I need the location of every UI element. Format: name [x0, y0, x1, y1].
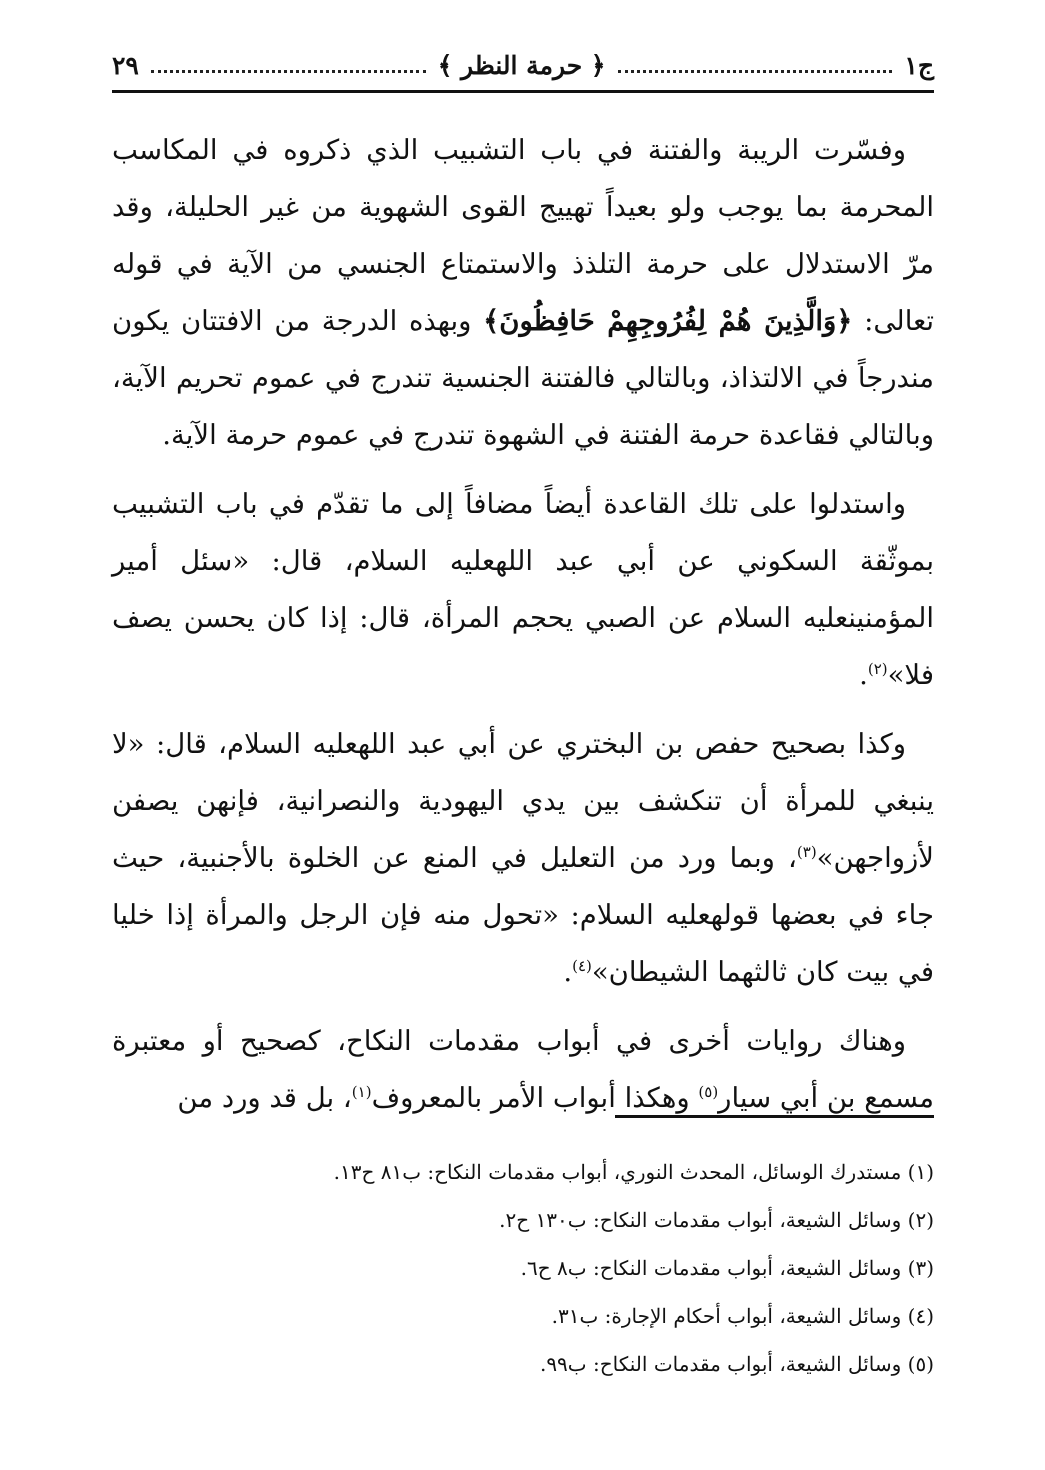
paragraph-2-end: .	[859, 659, 868, 691]
main-text	[112, 122, 934, 1139]
footnote-ref-1[interactable]: (١)	[351, 1082, 372, 1101]
paragraph-4	[112, 1013, 934, 1127]
paragraph-4-middle: وهكذا أبواب الأمر بالمعروف	[371, 1082, 699, 1114]
paragraph-1-text: وفسّرت الريبة والفتنة في باب التشبيب الذي ذكروه في المكاسب المحرمة بما يوجب ولو بعيداً تهييج القوى الشهوية من غير الحليلة، وقد مرّ الاستدلال على حرمة التلذذ والاستمتاع الجنسي من الآية في قوله تعالى:	[112, 134, 934, 337]
footnotes	[112, 1148, 934, 1388]
footnote-ref-5[interactable]: (٥)	[698, 1082, 719, 1101]
header-dots-right	[618, 70, 893, 73]
header-rule	[112, 90, 934, 93]
footnote-separator	[615, 1115, 934, 1118]
footnote-ref-4[interactable]: (٤)	[572, 956, 592, 975]
paragraph-3	[112, 716, 934, 1001]
page-number: ٢٩	[111, 50, 139, 80]
volume-label: ج١	[904, 50, 934, 80]
paragraph-2-text: واستدلوا على تلك القاعدة أيضاً مضافاً إلى ما تقدّم في باب التشبيب بموثّقة السكوني عن أبي عبد الله‏عليه السلام، قال: «سئل أمير المؤمنين‏عليه السلام عن الصبي يحجم المرأة، قال: إذا كان يحسن يصف فلا»	[112, 488, 934, 691]
footnote-5: (٥) وسائل الشيعة، أبواب مقدمات النكاح: ب٩٩.	[539, 1352, 934, 1376]
paragraph-3-end: .	[563, 956, 573, 988]
paragraph-4-text: وهناك روايات أخرى في أبواب مقدمات النكاح، كصحيح أو معتبرة مسمع بن أبي سيار	[112, 1025, 934, 1114]
chapter-title: ﴿ حرمة النظر ﴾	[437, 50, 606, 80]
footnote-ref-2[interactable]: (٢)	[867, 659, 888, 678]
paragraph-3-text: وكذا بصحيح حفص بن البختري عن أبي عبد الله‏عليه السلام، قال: «لا ينبغي للمرأة أن تنكشف بين يدي اليهودية والنصرانية، فإنهن يصفن لأزواجهن»	[112, 728, 934, 874]
paragraph-1	[112, 122, 934, 464]
paragraph-4-end: ، بل قد ورد من	[177, 1082, 352, 1114]
paragraph-3-continuation: ، وبما ورد من التعليل في المنع عن الخلوة بالأجنبية، حيث جاء في بعضها قوله‏عليه السلام: «تحول منه فإن الرجل والمرأة إذا خليا في بيت كان ثالثهما الشيطان»	[112, 842, 934, 988]
footnote-4: (٤) وسائل الشيعة، أبواب أحكام الإجارة: ب٣١.	[551, 1304, 934, 1328]
paragraph-2	[112, 476, 934, 704]
footnote-ref-3[interactable]: (٣)	[796, 842, 817, 861]
footnote-3: (٣) وسائل الشيعة، أبواب مقدمات النكاح: ب٨ ح٦.	[520, 1256, 934, 1280]
header-dots-left	[151, 70, 426, 73]
footnote-2: (٢) وسائل الشيعة، أبواب مقدمات النكاح: ب١٣٠ ح٢.	[499, 1208, 934, 1232]
running-header	[112, 40, 934, 90]
footnote-1: (١) مستدرك الوسائل، المحدث النوري، أبواب مقدمات النكاح: ب٨١ ح١٣.	[333, 1160, 934, 1184]
quran-verse: ﴿وَالَّذِينَ هُمْ لِفُرُوجِهِمْ حَافِظُونَ﴾	[483, 305, 853, 337]
paragraph-1-continuation: وبهذه الدرجة من الافتتان يكون مندرجاً في الالتذاذ، وبالتالي فالفتنة الجنسية تندرج في عموم تحريم الآية، وبالتالي فقاعدة حرمة الفتنة في الشهوة تندرج في عموم حرمة الآية.	[112, 305, 934, 451]
